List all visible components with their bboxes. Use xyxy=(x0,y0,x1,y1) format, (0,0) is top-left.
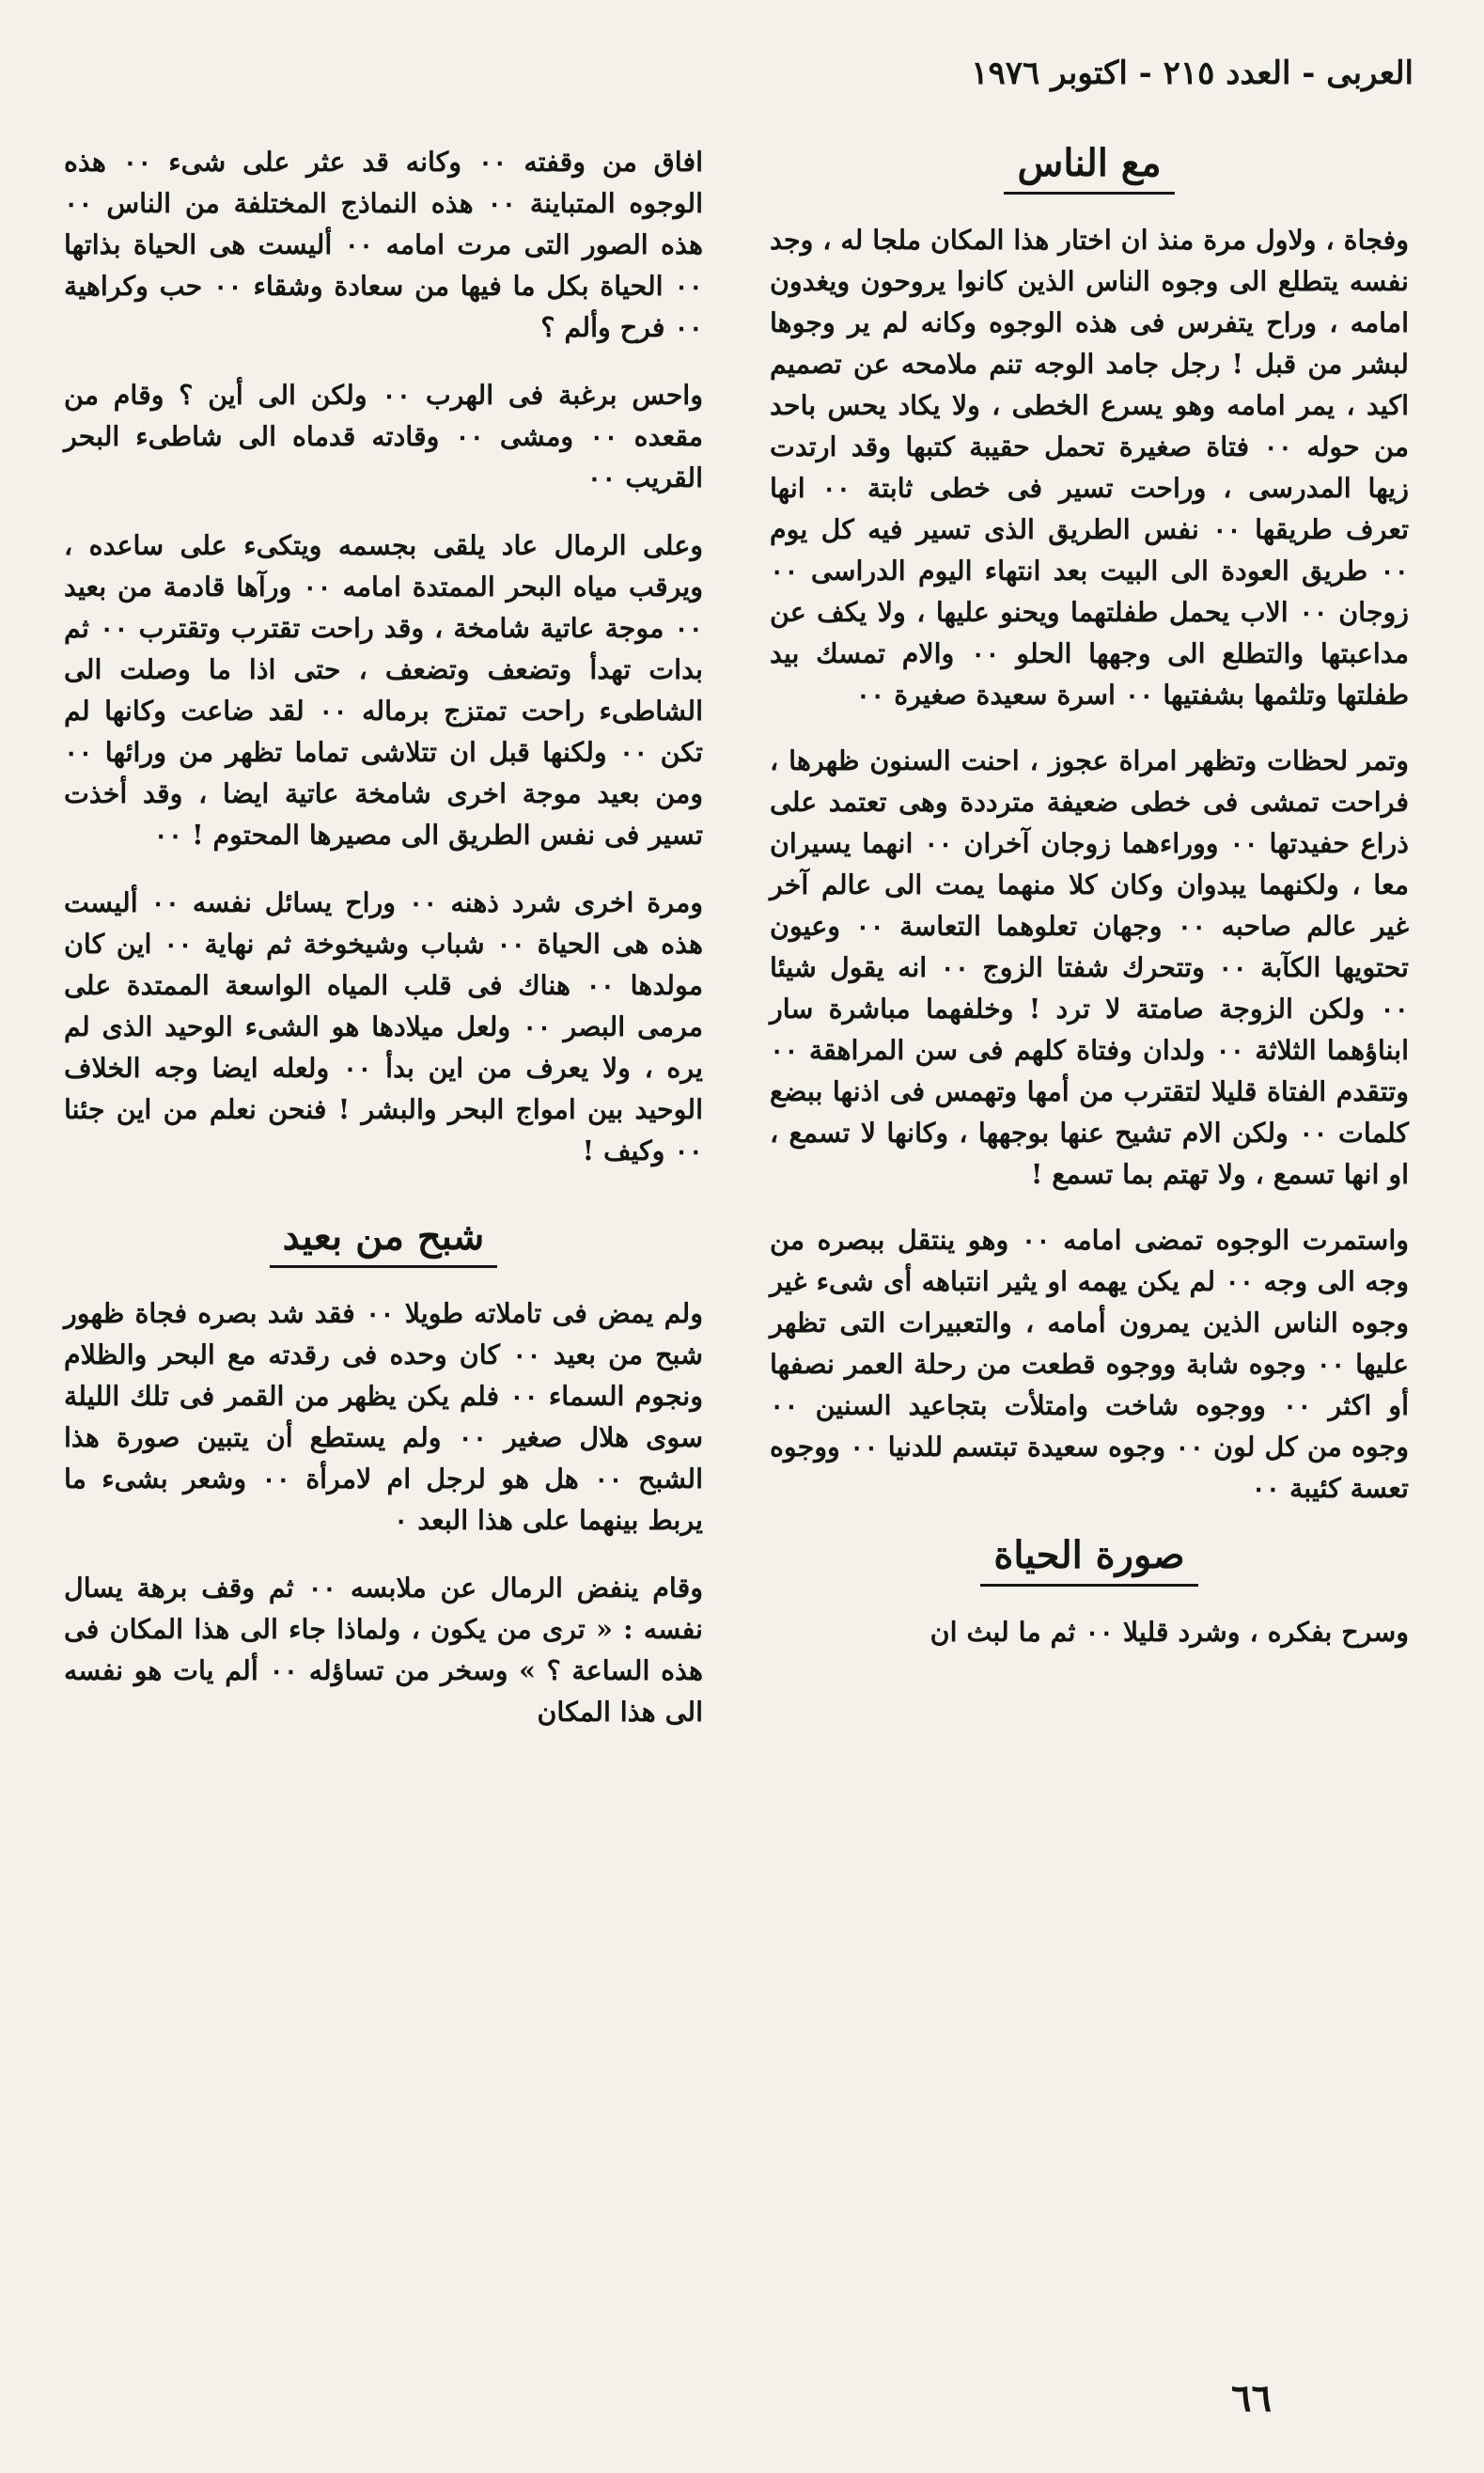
section-heading-ma-al-nas xyxy=(770,141,1409,195)
paragraph: وفجاة ، ولاول مرة منذ ان اختار هذا المكان ملجا له ، وجد نفسه يتطلع الى وجوه الناس الذين كانوا يروحون ويغدون امامه ، وراح يتفرس فى هذه الوجوه وكانه لم ير وجوها لبشر من قبل ! رجل جامد الوجه تنم ملامحه عن تصميم اكيد ، يمر امامه وهو يسرع الخطى ، ولا يكاد يحس باحد من حوله ٠٠ فتاة صغيرة تحمل حقيبة كتبها وقد ارتدت زيها المدرسى ، وراحت تسير فى خطى ثابتة ٠٠ انها تعرف طريقها ٠٠ نفس الطريق الذى تسير فيه كل يوم ٠٠ طريق العودة الى البيت بعد انتهاء اليوم الدراسى ٠٠ زوجان ٠٠ الاب يحمل طفلتهما ويحنو عليها ، ولا يكف عن مداعبتها والتطلع الى وجهها الحلو ٠٠ والام تمسك بيد طفلتها وتلثمها بشفتيها ٠٠ اسرة سعيدة صغيرة ٠٠ xyxy=(770,224,1410,711)
paragraph: وعلى الرمال عاد يلقى بجسمه ويتكىء على ساعده ، ويرقب مياه البحر الممتدة امامه ٠٠ ورآها قادمة من بعيد ٠٠ موجة عاتية شامخة ، وقد راحت تقترب وتقترب ٠٠ ثم بدات تهدأ وتضعف وتضعف ، حتى اذا ما وصلت الى الشاطىء راحت تمتزج برماله ٠٠ لقد ضاعت وكانها لم تكن ٠٠ ولكنها قبل ان تتلاشى تماما تظهر من ورائها ٠٠ ومن بعيد موجة اخرى شامخة عاتية ايضا ، وقد أخذت تسير فى نفس الطريق الى مصيرها المحتوم ! ٠٠ xyxy=(64,529,703,851)
page-number: ٦٦ xyxy=(1231,2376,1272,2420)
section-heading-text: صورة الحياة xyxy=(980,1533,1197,1587)
paragraph: ولم يمض فى تاملاته طويلا ٠٠ فقد شد بصره فجاة ظهور شبح من بعيد ٠٠ كان وحده فى رقدته مع البحر والظلام ونجوم السماء ٠٠ فلم يكن يظهر من القمر فى تلك الليلة سوى هلال صغير ٠٠ ولم يستطع أن يتبين صورة هذا الشبح ٠٠ هل هو لرجل ام لامرأة ٠٠ وشعر بشىء ما يربط بينهما على هذا البعد ٠ xyxy=(64,1297,703,1536)
left-column xyxy=(64,141,703,1759)
paragraph: واستمرت الوجوه تمضى امامه ٠٠ وهو ينتقل ببصره من وجه الى وجه ٠٠ لم يكن يهمه او يثير انتباهه أى شىء غير وجوه الناس الذين يمرون أمامه ، والتعبيرات التى تظهر عليها ٠٠ وجوه شابة ووجوه قطعت من رحلة العمر نصفها أو اكثر ٠٠ ووجوه شاخت وامتلأت بتجاعيد السنين ٠٠ وجوه من كل لون ٠٠ وجوه سعيدة تبتسم للدنيا ٠٠ ووجوه تعسة كئيبة ٠٠ xyxy=(770,1224,1409,1504)
paragraph: واحس برغبة فى الهرب ٠٠ ولكن الى أين ؟ وقام من مقعده ٠٠ ومشى ٠٠ وقادته قدماه الى شاطىء البحر القريب ٠٠ xyxy=(64,379,704,493)
section-heading-text: مع الناس xyxy=(1004,141,1174,195)
paragraph: وقام ينفض الرمال عن ملابسه ٠٠ ثم وقف برهة يسال نفسه : « ترى من يكون ، ولماذا جاء الى هذا المكان فى هذه الساعة ؟ » وسخر من تساؤله ٠٠ ألم يات هو نفسه الى هذا المكان xyxy=(64,1572,703,1728)
section-heading-surat-al-hayat xyxy=(770,1533,1409,1587)
paragraph: وسرح بفكره ، وشرد قليلا ٠٠ ثم ما لبث ان xyxy=(929,1616,1409,1648)
right-column xyxy=(770,141,1409,1677)
section-heading-text: شبح من بعيد xyxy=(270,1214,498,1268)
section-heading-shabah-min-baeed xyxy=(64,1214,703,1268)
paragraph: ومرة اخرى شرد ذهنه ٠٠ وراح يسائل نفسه ٠٠ أليست هذه هى الحياة ٠٠ شباب وشيخوخة ثم نهاية ٠٠ اين كان مولدها ٠٠ هناك فى قلب المياه الواسعة الممتدة على مرمى البصر ٠٠ ولعل ميلادها هو الشىء الوحيد الذى لم يره ، ولا يعرف من اين بدأ ٠٠ ولعله ايضا وجه الخلاف الوحيد بين امواج البحر والبشر ! فنحن نعلم من اين جئنا ٠٠ وكيف ! xyxy=(64,886,704,1166)
paragraph: افاق من وقفته ٠٠ وكانه قد عثر على شىء ٠٠ هذه الوجوه المتباينة ٠٠ هذه النماذج المختلفة من الناس ٠٠ هذه الصور التى مرت امامه ٠٠ أليست هى الحياة بذاتها ٠٠ الحياة بكل ما فيها من سعادة وشقاء ٠٠ حب وكراهية ٠٠ فرح وألم ؟ xyxy=(64,146,704,343)
running-header: العربى - العدد ٢١٥ - اكتوبر ١٩٧٦ xyxy=(971,55,1414,92)
paragraph: وتمر لحظات وتظهر امراة عجوز ، احنت السنون ظهرها ، فراحت تمشى فى خطى ضعيفة مترددة وهى تعتمد على ذراع حفيدتها ٠٠ ووراءهما زوجان آخران ٠٠ انهما يسيران معا ، ولكنهما يبدوان وكان كلا منهما يمت الى عالم آخر غير عالم صاحبه ٠٠ وجهان تعلوهما التعاسة ٠٠ وعيون تحتويها الكآبة ٠٠ وتتحرك شفتا الزوج ٠٠ انه يقول شيئا ٠٠ ولكن الزوجة صامتة لا ترد ! وخلفهما مباشرة سار ابناؤهما الثلاثة ٠٠ ولدان وفتاة كلهم فى سن المراهقة ٠٠ وتتقدم الفتاة قليلا لتقترب من أمها وتهمس فى اذنها ببضع كلمات ٠٠ ولكن الام تشيح عنها بوجهها ، وكانها لا تسمع ، او انها تسمع ، ولا تهتم بما تسمع ! xyxy=(770,744,1409,1190)
